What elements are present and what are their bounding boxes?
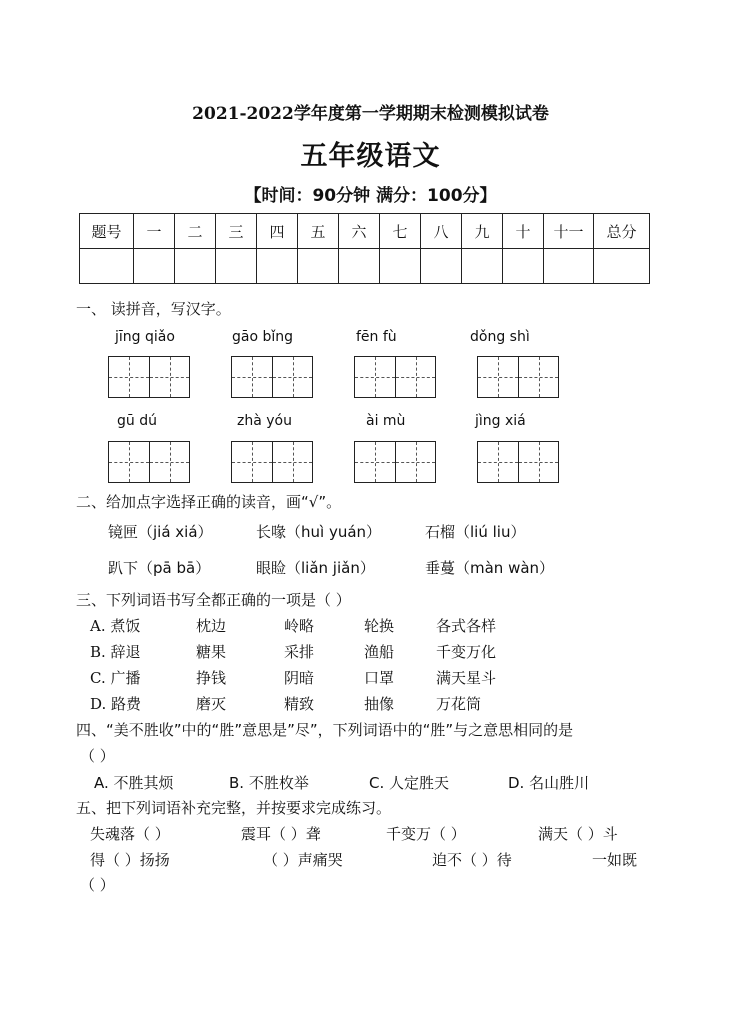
option-word: 满天星斗 bbox=[436, 669, 497, 687]
option-item: B. 不胜枚举 bbox=[229, 774, 309, 792]
writing-cell[interactable] bbox=[232, 442, 272, 482]
option-word: 挣钱 bbox=[196, 669, 227, 687]
score-cell[interactable] bbox=[503, 249, 544, 284]
pronunciation-item: 长喙（huì yuán） bbox=[256, 523, 382, 541]
writing-cell[interactable] bbox=[395, 442, 435, 482]
writing-cell[interactable] bbox=[518, 442, 558, 482]
exam-info: 【时间：90分钟 满分：100分】 bbox=[244, 186, 497, 206]
score-cell[interactable] bbox=[216, 249, 257, 284]
score-cell[interactable] bbox=[257, 249, 298, 284]
option-word: 轮换 bbox=[364, 617, 395, 635]
idiom-item: 失魂落（ ） bbox=[90, 825, 170, 843]
writing-grid[interactable] bbox=[477, 356, 559, 398]
score-cell[interactable] bbox=[594, 249, 650, 284]
option-word: 万花筒 bbox=[436, 695, 482, 713]
score-cell[interactable] bbox=[298, 249, 339, 284]
option-word: 枕边 bbox=[196, 617, 227, 635]
writing-cell[interactable] bbox=[355, 442, 395, 482]
score-cell[interactable] bbox=[339, 249, 380, 284]
pronunciation-item: 眼睑（liǎn jiǎn） bbox=[256, 559, 375, 577]
score-cell[interactable] bbox=[421, 249, 462, 284]
option-label: A. 煮饭 bbox=[90, 617, 141, 635]
writing-grid[interactable] bbox=[231, 356, 313, 398]
option-word: 抽像 bbox=[364, 695, 395, 713]
pinyin-label: zhà yóu bbox=[237, 413, 292, 429]
writing-grid[interactable] bbox=[477, 441, 559, 483]
score-table-header-row bbox=[80, 214, 650, 249]
idiom-item: 千变万（ ） bbox=[386, 825, 466, 843]
score-table-blank-row bbox=[80, 249, 650, 284]
q2-title: 二、给加点字选择正确的读音，画“√”。 bbox=[76, 493, 342, 511]
score-cell[interactable] bbox=[80, 249, 134, 284]
q1-title: 一、 读拼音，写汉字。 bbox=[76, 300, 231, 318]
option-label: D. 路费 bbox=[90, 695, 142, 713]
pronunciation-item: 石榴（liú liu） bbox=[425, 523, 526, 541]
option-word: 各式各样 bbox=[436, 617, 497, 635]
idiom-item: 一如既 bbox=[592, 851, 638, 869]
option-label: C. 广播 bbox=[90, 669, 141, 687]
option-word: 磨灭 bbox=[196, 695, 227, 713]
option-word: 千变万化 bbox=[436, 643, 497, 661]
score-header-cell: 总分 bbox=[594, 214, 650, 249]
score-cell[interactable] bbox=[380, 249, 421, 284]
option-word: 精致 bbox=[284, 695, 315, 713]
q4-title: 四、“美不胜收”中的“胜”意思是”尽”，下列词语中的“胜”与之意思相同的是 bbox=[76, 721, 574, 739]
score-header-cell: 二 bbox=[175, 214, 216, 249]
q3-title: 三、下列词语书写全都正确的一项是（ ） bbox=[76, 591, 351, 609]
q5-title: 五、把下列词语补充完整，并按要求完成练习。 bbox=[76, 799, 392, 817]
score-cell[interactable] bbox=[134, 249, 175, 284]
option-item: D. 名山胜川 bbox=[508, 774, 590, 792]
writing-cell[interactable] bbox=[149, 357, 189, 397]
option-word: 采排 bbox=[284, 643, 315, 661]
pinyin-label: jīng qiǎo bbox=[115, 329, 175, 345]
writing-grid[interactable] bbox=[354, 356, 436, 398]
writing-cell[interactable] bbox=[272, 357, 312, 397]
pronunciation-item: 趴下（pā bā） bbox=[108, 559, 211, 577]
idiom-item: （ ）声痛哭 bbox=[263, 851, 343, 869]
idiom-item: 满天（ ）斗 bbox=[538, 825, 618, 843]
idiom-item: 迫不（ ）待 bbox=[432, 851, 512, 869]
option-item: A. 不胜其烦 bbox=[94, 774, 174, 792]
idiom-item: 得（ ）扬扬 bbox=[90, 851, 170, 869]
option-item: C. 人定胜天 bbox=[369, 774, 450, 792]
writing-cell[interactable] bbox=[518, 357, 558, 397]
writing-cell[interactable] bbox=[478, 357, 518, 397]
option-word: 糖果 bbox=[196, 643, 227, 661]
exam-title: 2021-2022学年度第一学期期末检测模拟试卷 bbox=[192, 104, 549, 124]
score-header-cell: 十一 bbox=[544, 214, 594, 249]
writing-cell[interactable] bbox=[232, 357, 272, 397]
score-table bbox=[79, 213, 650, 284]
idiom-item: 震耳（ ）聋 bbox=[241, 825, 321, 843]
score-header-cell: 一 bbox=[134, 214, 175, 249]
score-cell[interactable] bbox=[175, 249, 216, 284]
pronunciation-item: 垂蔓（màn wàn） bbox=[425, 559, 555, 577]
score-header-cell: 九 bbox=[462, 214, 503, 249]
pinyin-label: fēn fù bbox=[356, 329, 397, 345]
score-cell[interactable] bbox=[462, 249, 503, 284]
writing-grid[interactable] bbox=[231, 441, 313, 483]
writing-cell[interactable] bbox=[272, 442, 312, 482]
pinyin-label: dǒng shì bbox=[470, 329, 530, 345]
writing-grid[interactable] bbox=[108, 441, 190, 483]
option-word: 渔船 bbox=[364, 643, 395, 661]
score-header-cell: 三 bbox=[216, 214, 257, 249]
score-header-cell: 七 bbox=[380, 214, 421, 249]
pinyin-label: ài mù bbox=[366, 413, 406, 429]
subject-title: 五年级语文 bbox=[300, 141, 441, 172]
option-word: 岭略 bbox=[284, 617, 315, 635]
pinyin-label: gāo bǐng bbox=[232, 329, 294, 345]
writing-cell[interactable] bbox=[395, 357, 435, 397]
writing-cell[interactable] bbox=[149, 442, 189, 482]
score-header-cell: 五 bbox=[298, 214, 339, 249]
score-header-cell: 十 bbox=[503, 214, 544, 249]
writing-grid[interactable] bbox=[354, 441, 436, 483]
option-label: B. 辞退 bbox=[90, 643, 141, 661]
pinyin-label: jìng xiá bbox=[475, 413, 526, 429]
pronunciation-item: 镜匣（jiá xiá） bbox=[108, 523, 213, 541]
writing-cell[interactable] bbox=[478, 442, 518, 482]
writing-cell[interactable] bbox=[355, 357, 395, 397]
idiom-item: （ ） bbox=[80, 876, 115, 894]
writing-grid[interactable] bbox=[108, 356, 190, 398]
writing-cell[interactable] bbox=[109, 442, 149, 482]
option-word: 口罩 bbox=[364, 669, 395, 687]
score-header-cell: 八 bbox=[421, 214, 462, 249]
score-header-cell: 题号 bbox=[80, 214, 134, 249]
score-cell[interactable] bbox=[544, 249, 594, 284]
answer-blank: （ ） bbox=[80, 747, 115, 765]
score-header-cell: 四 bbox=[257, 214, 298, 249]
option-word: 阴暗 bbox=[284, 669, 315, 687]
score-header-cell: 六 bbox=[339, 214, 380, 249]
writing-cell[interactable] bbox=[109, 357, 149, 397]
pinyin-label: gū dú bbox=[117, 413, 157, 429]
